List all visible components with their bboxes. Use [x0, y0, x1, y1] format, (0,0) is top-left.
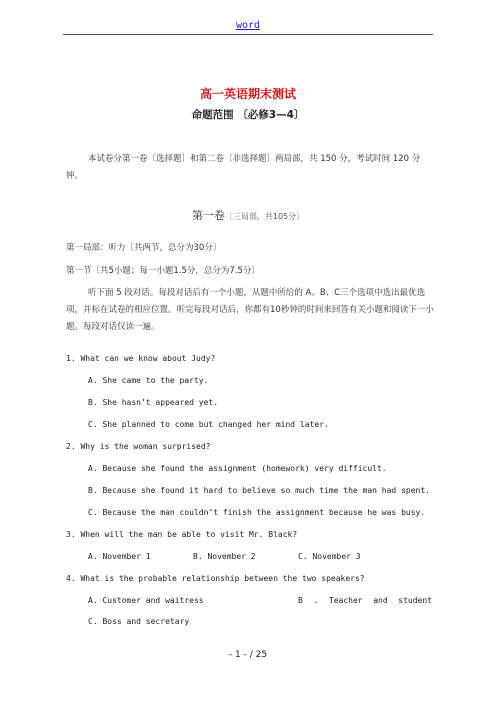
question-option: A. She came to the party.	[88, 376, 209, 385]
question-option: C. Boss and secretary	[88, 617, 190, 626]
page-title: 高一英语期末测试	[199, 87, 296, 101]
question-option: A. November 1	[88, 552, 151, 561]
instructions-paragraph: 听下面 5 段对话。每段对话后有一个小题，从题中所给的 A、B、C三个选项中选出最优选项，并标在试卷的相应位置。听完每段对话后，你都有10秒钟的时间来回答有关小题和阅读下一小题。每段对话仅读一遍。	[66, 288, 434, 332]
page-number: - 1 - / 25	[228, 650, 268, 660]
question-stem: 1. What can we know about Judy?	[66, 354, 216, 363]
question-option: B. She hasn’t appeared yet.	[88, 398, 219, 407]
exam-scope: 命题范围 〔必修3—4〕	[191, 109, 305, 121]
question-option: B . Teacher and student	[298, 596, 432, 605]
question-option: B. Because she found it hard to believe so much time the man had spent.	[88, 486, 430, 495]
question-stem: 2. Why is the woman surprised?	[66, 442, 211, 451]
part-heading: 第一局部：听力〔共两节，总分为30分〕	[66, 243, 222, 253]
question-option: A. Customer and waitress	[88, 596, 204, 605]
question-option: B. November 2	[193, 552, 256, 561]
volume-heading	[0, 207, 496, 223]
intro-paragraph: 本试卷分第一卷〔选择题〕和第二卷〔非选择题〕两局部，共 150 分，考试时间 120 分钟。	[66, 154, 421, 181]
question-stem: 3. When will the man be able to visit Mr. Black?	[66, 530, 298, 539]
question-stem: 4. What is the probable relationship between the two speakers?	[66, 574, 365, 583]
question-option: C. November 3	[298, 552, 361, 561]
section-heading: 第一节〔共5小题；每一小题1.5分，总分为7.5分〕	[66, 266, 260, 276]
header-link[interactable]: word	[235, 20, 261, 31]
header-divider	[63, 34, 433, 35]
volume-note: 〔三局部，共105分〕	[224, 212, 305, 221]
volume-label: 第一卷	[191, 209, 225, 222]
question-option: A. Because she found the assignment (homework) very difficult.	[88, 464, 387, 473]
question-option: C. Because the man couldn’t finish the assignment because he was busy.	[88, 508, 426, 517]
question-option: C. She planned to come but changed her mind later.	[88, 420, 329, 429]
